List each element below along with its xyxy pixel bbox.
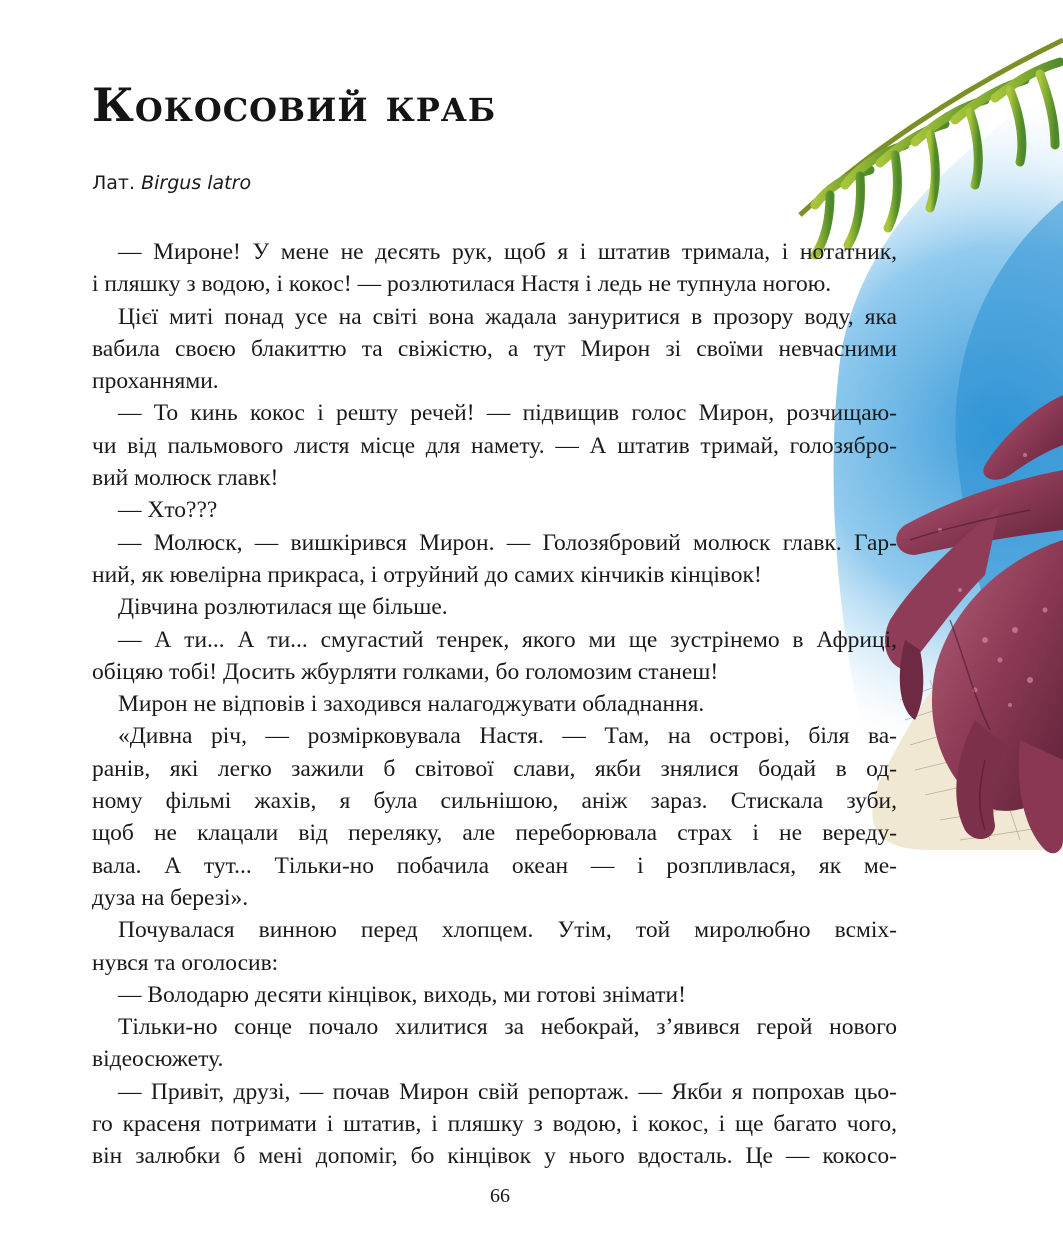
text-line: обіцяю тобі! Досить жбурляти голками, бо голомозим станеш! [92, 658, 719, 685]
text-line: ний, як ювелірна прикраса, і отруйний до самих кінчиків кінцівок! [92, 561, 762, 588]
text-line: го красеня потримати і штатив, і пляшку з водою, і кокос, і ще багато чого, [92, 1111, 897, 1138]
text-line: він залюбки б мені допоміг, бо кінцівок у нього вдосталь. Це — кокосо- [92, 1143, 897, 1170]
text-line: чи від пальмового листя місце для намету. — А штатив тримай, голозябро- [92, 432, 897, 459]
text-line: — Хто??? [118, 497, 218, 524]
text-line: — Молюск, — вишкірився Мирон. — Голозябровий молюск главк. Гар- [118, 529, 897, 556]
page-title: Кокосовий краб [92, 78, 497, 132]
text-line: дуза на березі». [92, 884, 249, 911]
story-text [92, 236, 897, 1173]
text-line: — Мироне! У мене не десять рук, щоб я і штатив тримала, і нотатник, [118, 239, 897, 265]
latin-species-name: Birgus latro [141, 172, 252, 194]
text-line: і пляшку з водою, і кокос! — розлютилася Настя і ледь не тупнула ногою. [92, 271, 832, 298]
text-line: Дівчина розлютилася ще більше. [118, 594, 448, 621]
text-line: ранів, які легко зажили б світової слави, якби знялися бодай в од- [92, 755, 897, 782]
latin-name [92, 172, 251, 194]
text-line: ному фільмі жахів, я була сильнішою, аніж зараз. Стискала зуби, [92, 788, 897, 815]
text-line: нувся та оголосив: [92, 949, 279, 976]
text-line: проханнями. [92, 368, 219, 395]
text-line: — Володарю десяти кінцівок, виходь, ми готові знімати! [118, 981, 686, 1008]
text-line: Цієї миті понад усе на світі вона жадала зануритися в прозору воду, яка [118, 303, 897, 330]
text-line: вий молюск главк! [92, 465, 279, 492]
text-line: вабила своєю блакиттю та свіжістю, а тут Мирон зі своїми невчасними [92, 335, 897, 362]
latin-prefix: Лат. [92, 172, 136, 194]
text-line: — А ти... А ти... смугастий тенрек, якого ми ще зустрінемо в Африці, [118, 626, 897, 653]
text-line: Мирон не відповів і заходився налагоджувати обладнання. [118, 691, 705, 718]
text-line: Почувалася винною перед хлопцем. Утім, той миролюбно всміх- [118, 917, 897, 944]
text-line: «Дивна річ, — розмірковувала Настя. — Там, на острові, біля ва- [118, 723, 897, 750]
text-line: щоб не клацали від переляку, але переборювала страх і не вереду- [92, 820, 897, 847]
text-line: — Привіт, друзі, — почав Мирон свій репортаж. — Якби я попрохав цьо- [118, 1078, 897, 1105]
text-line: вала. А тут... Тільки-но побачила океан — і розпливлася, як ме- [92, 852, 897, 879]
text-line: відеосюжету. [92, 1046, 224, 1073]
text-line: Тільки-но сонце почало хилитися за небокрай, з’явився герой нового [118, 1014, 897, 1041]
text-line: — То кинь кокос і решту речей! — підвищив голос Мирон, розчищаю- [118, 400, 897, 427]
page-number: 66 [490, 1185, 510, 1207]
